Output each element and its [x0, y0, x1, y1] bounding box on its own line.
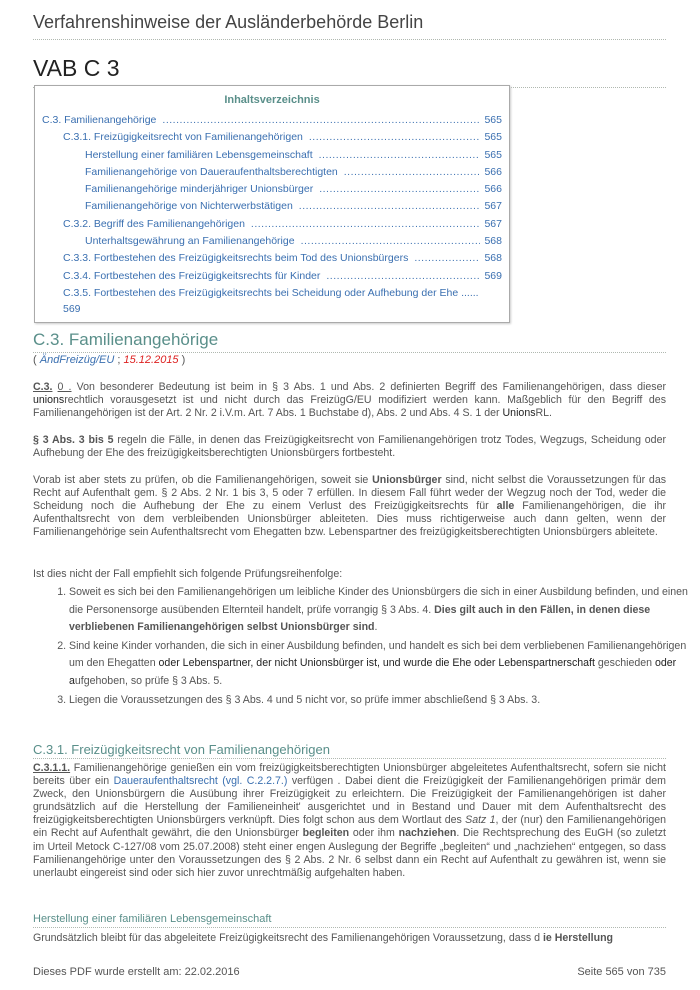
amendment-date: 15.12.2015 — [123, 354, 179, 366]
toc-entry[interactable]: C.3. Familienangehörige ..... 565 — [35, 112, 509, 129]
subsection-heading: Herstellung einer familiären Lebensgemeinschaft — [33, 913, 666, 928]
toc-title: Inhaltsverzeichnis — [224, 94, 320, 106]
list-item: 3. Liegen die Voraussetzungen des § 3 Abs. 4 und 5 nicht vor, so prüfe immer abschließend § 3 Abs. 3. — [69, 692, 700, 710]
toc-entry[interactable]: C.3.4. Fortbestehen des Freizügigkeitsrechts für Kinder ..... 569 — [35, 268, 509, 285]
toc-entry[interactable]: Familienangehörige von Daueraufenthaltsberechtigten ..... 566 — [35, 164, 509, 181]
amendment-reference: ( ÄndFreizüg/EU ; 15.12.2015 ) — [33, 354, 186, 366]
list-item: 1. Soweit es sich bei den Familienangehörigen um leibliche Kinder des Unionsbürgers die sich in einer Ausbildung befinden, und einen die Personensorge ausübenden Elternteil handelt, prüfe vorrangig § 3 Abs. 4. Dies gilt auch in den Fällen, in denen diese verbliebenen Familienangehörigen selbst Unionsbürger sind. — [69, 584, 700, 637]
document-code: VAB C 3 — [33, 55, 666, 88]
toc-entry[interactable]: C.3.5. Fortbestehen des Freizügigkeitsrechts bei Scheidung oder Aufhebung der Ehe ...... 569 — [63, 286, 479, 315]
creation-date: Dieses PDF wurde erstellt am: 22.02.2016 — [33, 966, 240, 978]
list-item: 2. Sind keine Kinder vorhanden, die sich in einer Ausbildung befinden, und handelt es sich bei dem verbliebenen Familienangehörigen um den Ehegatten oder Lebenspartner, der nicht Unionsbürger ist, und wurde die Ehe oder Lebenspartnerschaft geschieden oder aufgehoben, so prüfe § 3 Abs. 5. — [69, 638, 700, 691]
toc-entry[interactable]: C.3.3. Fortbestehen des Freizügigkeitsrechts beim Tod des Unionsbürgers ..... 568 — [35, 250, 509, 267]
toc-entry[interactable]: C.3.1. Freizügigkeitsrecht von Familienangehörigen ..... 565 — [35, 129, 509, 146]
toc-entry[interactable]: Unterhaltsgewährung an Familienangehörige ..... 568 — [35, 233, 509, 250]
toc-entry[interactable]: Familienangehörige minderjähriger Unionsbürger ..... 566 — [35, 181, 509, 198]
cross-reference-link[interactable]: Daueraufenthaltsrecht (vgl. C.2.2.7.) — [113, 775, 288, 788]
paragraph: Ist dies nicht der Fall empfiehlt sich folgende Prüfungsreihenfolge: — [33, 568, 343, 580]
paragraph-number: C.3.1.1. — [33, 762, 71, 774]
table-of-contents — [34, 85, 510, 323]
subsection-heading: C.3.1. Freizügigkeitsrecht von Familienangehörigen — [33, 742, 666, 759]
paragraph-number: C.3. — [33, 381, 53, 393]
document-header: Verfahrenshinweise der Ausländerbehörde Berlin — [33, 12, 666, 40]
page-number: Seite 565 von 735 — [577, 966, 666, 978]
paragraph: Vorab ist aber stets zu prüfen, ob die Familienangehörigen, soweit sie Unionsbürger sind, nicht selbst die Voraussetzungen für das Recht auf Aufenthalt gem. § 2 Abs. 2 Nr. 1 bis 3, 5 oder 7 erfüllen. In diesem Fall führt weder der Wegzug noch der Tod, weder die Scheidung noch die Aufhebung der Ehe zu einem Verlust des Freizügigkeitsrechts für alle Familienangehörigen, die ihr Aufenthaltsrecht von dem verbleibenden Unionsbürger ableiteten. Dies muss richtigerweise auch dann gelten, wenn der Familienangehörige sein Aufenthaltsrecht vom Ehegatten bzw. Lebenspartner des freizügigkeitsberechtigten Unionsbürgers ableitete. — [33, 474, 667, 539]
toc-entry[interactable]: C.3.2. Begriff des Familienangehörigen ..... 567 — [35, 216, 509, 233]
paragraph: Grundsätzlich bleibt für das abgeleitete Freizügigkeitsrecht des Familienangehörigen Voraussetzung, dass d ie Herstellung — [33, 932, 614, 944]
paragraph: § 3 Abs. 3 bis 5 regeln die Fälle, in denen das Freizügigkeitsrecht von Familienangehörigen trotz Todes, Wegzugs, Scheidung oder Aufhebung der Ehe des freizügigkeitsberechtigten Unionsbürgers fortbesteht. — [33, 434, 666, 460]
section-heading: C.3. Familienangehörige — [33, 330, 666, 353]
toc-entry[interactable]: Familienangehörige von Nichterwerbstätigen ..... 567 — [35, 198, 509, 215]
paragraph: C.3.1.1. Familienangehörige genießen ein vom freizügigkeitsberechtigten Unionsbürger abgeleitetes Aufenthaltsrecht, sofern sie nicht bereits über ein Daueraufenthaltsrecht (vgl. C.2.2.7.) verfügen . Dabei dient die Freizügigkeit der Familienangehörigen primär dem Zweck, den Unionsbürgern die Ausübung ihrer Freizügigkeit zu erleichtern. Die Freizügigkeit der Familienangehörigen ist daher grundsätzlich auf die Herstellung der Familieneinheit' ausgerichtet und in Bestand und Dauer mit dem Aufenthaltsrecht des freizügigkeitsberechtigten Unionsbürgers verknüpft. Dies folgt schon aus dem Wortlaut des Satz 1, der (nur) den Familienangehörigen ein Recht auf Aufenthalt gewährt, die den Unionsbürger begleiten oder ihm nachziehen. Die Rechtsprechung des EuGH (so zuletzt im Urteil Metock C-127/08 vom 25.07.2008) steht einer engen Auslegung der Begriffe „begleiten“ und „nachziehen“ entgegen, so dass Familienangehörige unter den Voraussetzungen des § 2 Abs. 2 Nr. 6 selbst dann ein Recht auf Aufenthalt zu gewähren ist, wenn sie unerlaubt eingereist sind oder sich hier zuvor unrechtmäßig aufgehalten haben. — [33, 762, 667, 879]
paragraph: C.3. 0 . Von besonderer Bedeutung ist beim in § 3 Abs. 1 und Abs. 2 definierten Begriff des Familienangehörigen, dass dieser unionsrechtlich vorausgesetzt ist und nicht durch das FreizügG/EU modifiziert werden kann. Maßgeblich für den Begriff des Familienangehörigen ist der Art. 2 Nr. 2 i.V.m. Art. 7 Abs. 1 Buchstabe d), Abs. 2 und Abs. 4 S. 1 der UnionsRL. — [33, 381, 666, 420]
page-footer — [33, 966, 666, 978]
amendment-link[interactable]: ÄndFreizüg/EU — [39, 354, 115, 366]
toc-entry[interactable]: Herstellung einer familiären Lebensgemeinschaft ..... 565 — [35, 147, 509, 164]
check-order-list — [33, 584, 700, 710]
